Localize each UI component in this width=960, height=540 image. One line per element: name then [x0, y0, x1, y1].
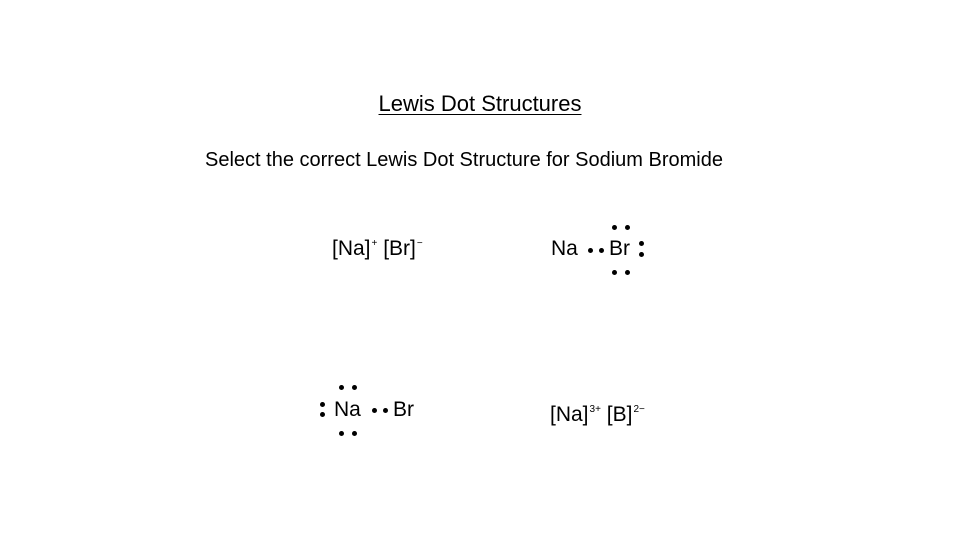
choice-a-bromide-bracket: [Br] [383, 237, 416, 260]
choice-b-top-dot-1 [612, 225, 617, 230]
slide-title: Lewis Dot Structures [378, 91, 582, 116]
choice-c-bond-dot-2 [383, 408, 388, 413]
choice-b-bond-dot-2 [599, 248, 604, 253]
choice-d-ionic-na-b[interactable] [550, 403, 645, 427]
choice-c-bottom-dot-1 [339, 431, 344, 436]
choice-c-sodium-symbol: Na [334, 398, 361, 421]
choice-b-sodium-symbol: Na [551, 237, 578, 260]
choice-b-covalent-na-br[interactable] [548, 220, 653, 280]
choice-b-top-dot-2 [625, 225, 630, 230]
choice-c-left-dot-2 [320, 412, 325, 417]
choice-d-boron-charge: 2− [633, 404, 645, 415]
choice-c-top-dot-1 [339, 385, 344, 390]
choice-d-sodium-bracket: [Na] [550, 403, 589, 426]
choice-c-bond-dot-1 [372, 408, 377, 413]
choice-b-right-dot-2 [639, 252, 644, 257]
choice-b-bond-dot-1 [588, 248, 593, 253]
choice-a-sodium-charge: + [371, 238, 378, 249]
choice-b-bottom-dot-2 [625, 270, 630, 275]
choice-a-bromide-charge: − [416, 238, 423, 249]
choice-a-ionic-na-br[interactable] [332, 237, 423, 261]
choice-c-bromine-symbol: Br [393, 398, 414, 421]
choice-a-sodium-bracket: [Na] [332, 237, 371, 260]
choice-c-top-dot-2 [352, 385, 357, 390]
choice-c-left-dot-1 [320, 402, 325, 407]
choice-d-boron-bracket: [B] [606, 403, 633, 426]
choice-b-bromine-symbol: Br [609, 237, 630, 260]
choice-b-right-dot-1 [639, 241, 644, 246]
choice-c-bottom-dot-2 [352, 431, 357, 436]
choice-c-covalent-na-br[interactable] [315, 380, 425, 440]
question-prompt: Select the correct Lewis Dot Structure for Sodium Bromide [205, 149, 723, 171]
choice-d-sodium-charge: 3+ [589, 404, 601, 415]
choice-b-bottom-dot-1 [612, 270, 617, 275]
